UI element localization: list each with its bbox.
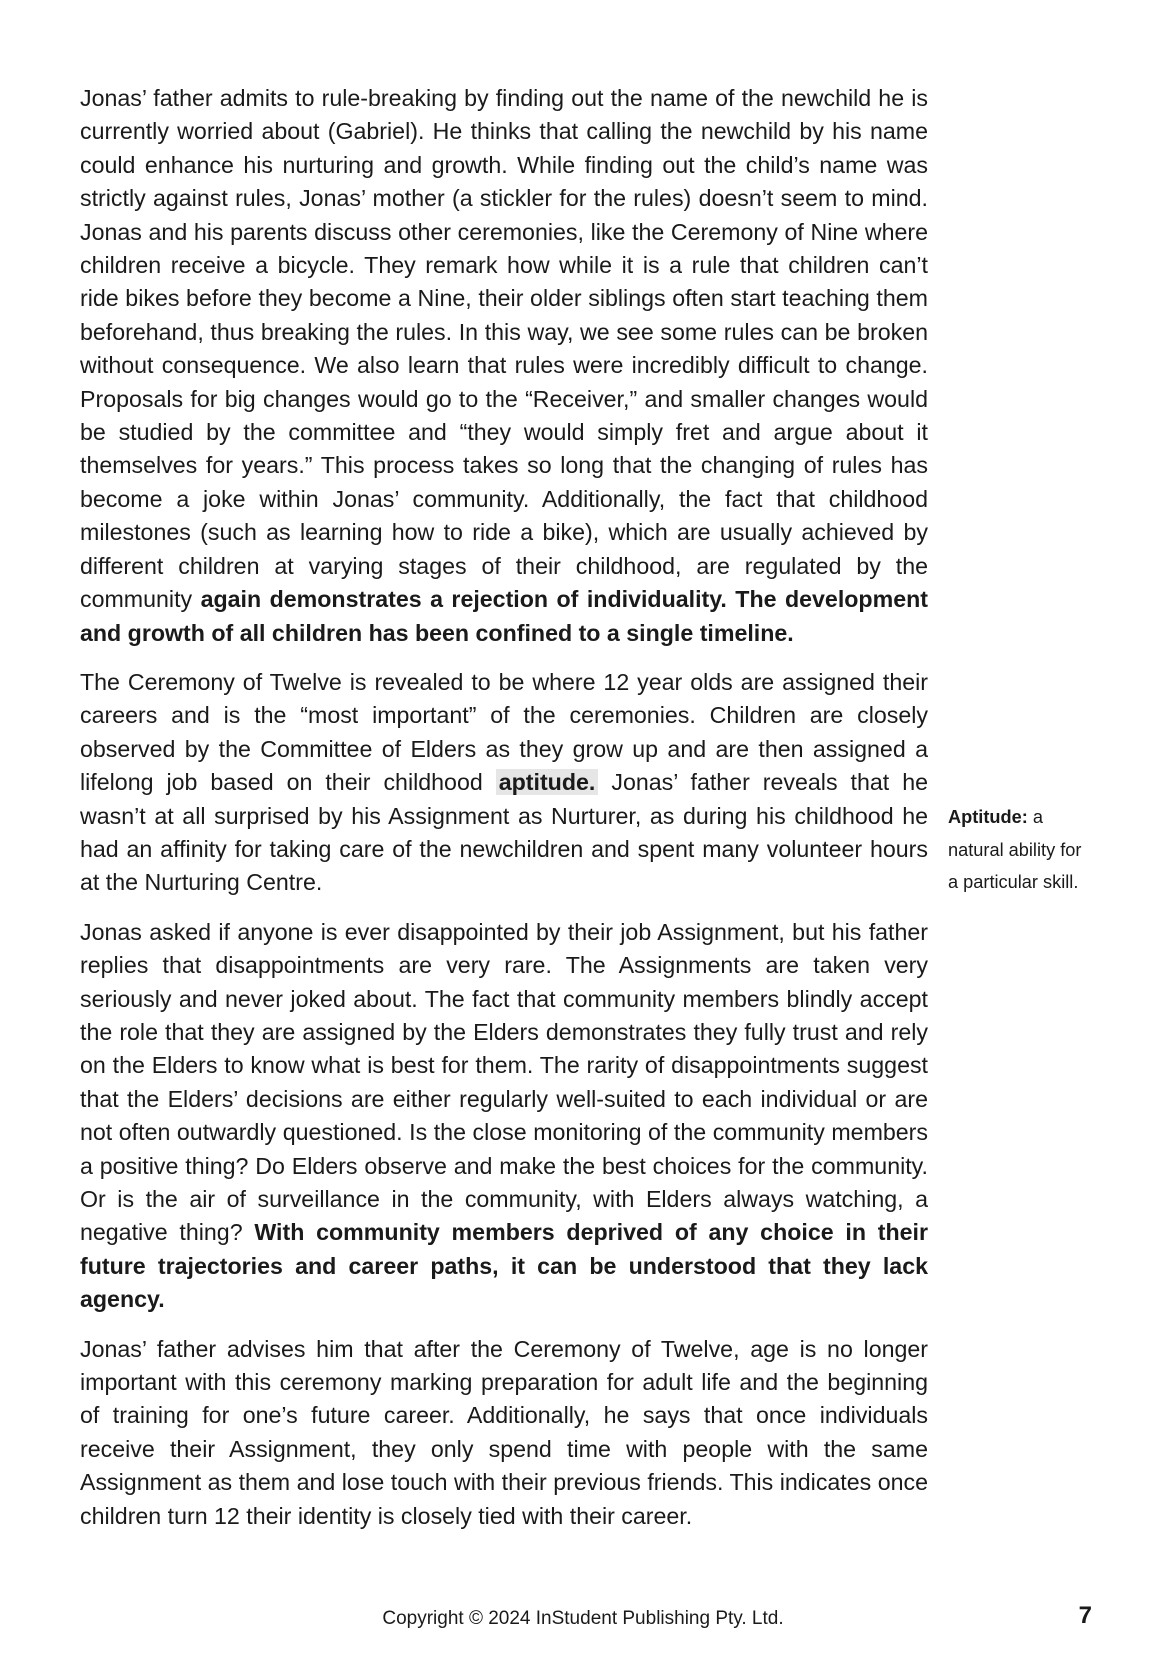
paragraph-1-text: Jonas’ father admits to rule-breaking by finding out the name of the newchild he is currently worried about (Gabriel). He thinks that calling the newchild by his name could enhance his nurturing and growth. While finding out the child’s name was strictly against rules, Jonas’ mother (a stickler for the rules) doesn’t seem to mind. Jonas and his parents discuss other ceremonies, like the Ceremony of Nine where children receive a bicycle. They remark how while it is a rule that children can’t ride bikes before they become a Nine, their older siblings often start teaching them beforehand, thus breaking the rules. In this way, we see some rules can be broken without consequence. We also learn that rules were incredibly difficult to change. Proposals for big changes would go to the “Receiver,” and smaller changes would be studied by the committee and “they would simply fret and argue about it themselves for years.” This process takes so long that the changing of rules has become a joke within Jonas’ community. Additionally, the fact that childhood milestones (such as learning how to ride a bike), which are usually achieved by different children at varying stages of their childhood, are regulated by the community [80,85,928,613]
paragraph-3-bold-text: With community members deprived of any choice in their future trajectories and career paths, it can be understood that they lack agency. [80,1219,928,1313]
glossary-term: Aptitude: [948,807,1028,827]
paragraph-4 [80,1333,928,1533]
footer-copyright: Copyright © 2024 InStudent Publishing Pty. Ltd. [382,1608,784,1629]
glossary-definition: a natural ability for a particular skill. [948,807,1082,892]
paragraph-4-text: Jonas’ father advises him that after the Ceremony of Twelve, age is no longer important with this ceremony marking preparation for adult life and the beginning of training for one’s future career. Additionally, he says that once individuals receive their Assignment, they only spend time with people with the same Assignment as them and lose touch with their previous friends. This indicates once children turn 12 their identity is closely tied with their career. [80,1335,928,1529]
paragraph-3-text: Jonas asked if anyone is ever disappointed by their job Assignment, but his father replies that disappointments are very rare. The Assignments are taken very seriously and never joked about. The fact that community members blindly accept the role that they are assigned by the Elders demonstrates they fully trust and rely on the Elders to know what is best for them. The rarity of disappointments suggest that the Elders’ decisions are either regularly well-suited to each individual or are not often outwardly questioned. Is the close monitoring of the community members a positive thing? Do Elders observe and make the best choices for the community. Or is the air of surveillance in the community, with Elders always watching, a negative thing? [80,918,928,1246]
main-text-column [80,82,928,1549]
glossary-sidenote [948,801,1088,899]
paragraph-2-text-before: The Ceremony of Twelve is revealed to be where 12 year olds are assigned their careers and is the “most important” of the ceremonies. Children are closely observed by the Committee of Elders as they grow up and are then assigned a lifelong job based on their childhood [80,668,928,796]
page-number: 7 [1078,1602,1092,1629]
paragraph-3 [80,916,928,1317]
paragraph-1 [80,82,928,650]
paragraph-2 [80,666,928,900]
paragraph-2-text-after: Jonas’ father reveals that he wasn’t at all surprised by his Assignment as Nurturer, as during his childhood he had an affinity for taking care of the newchildren and spent many volunteer hours at the Nurturing Centre. [80,769,928,896]
paragraph-1-bold-text: again demonstrates a rejection of individuality. The development and growth of all children has been confined to a single timeline. [80,586,928,646]
highlighted-term-aptitude: aptitude. [496,769,599,795]
